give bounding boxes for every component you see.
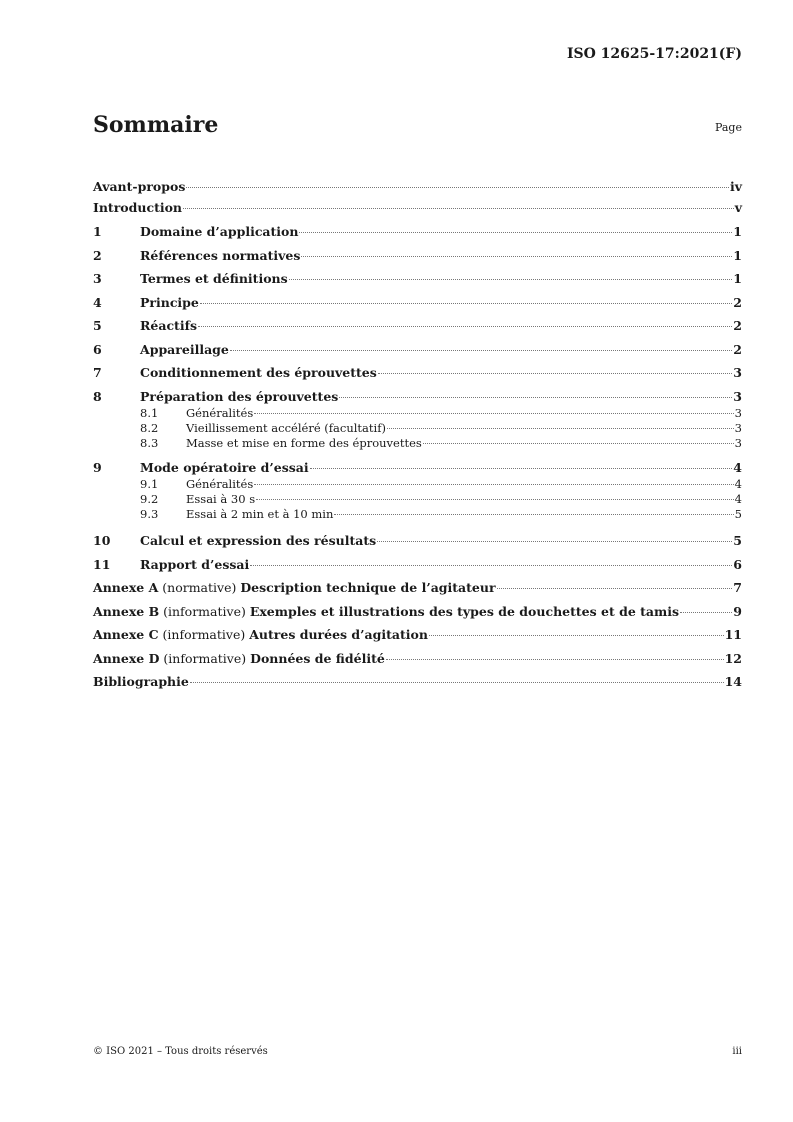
page-number: iii <box>732 1046 742 1057</box>
dot-leader <box>377 541 732 542</box>
entry-title: Vieillissement accéléré (facultatif) <box>186 421 386 435</box>
document-id: ISO 12625-17:2021(F) <box>566 46 742 62</box>
toc-entry[interactable] <box>93 507 742 521</box>
dot-leader <box>497 588 733 589</box>
copyright: © ISO 2021 – Tous droits réservés <box>93 1046 268 1057</box>
toc-entry[interactable] <box>93 651 742 666</box>
toc-entry[interactable] <box>93 295 742 310</box>
section-number: 8 <box>93 389 102 404</box>
dot-leader <box>183 208 734 209</box>
section-number: 4 <box>93 295 102 310</box>
entry-title: Rapport d’essai <box>140 557 250 572</box>
section-number: 3 <box>93 271 102 286</box>
toc-entry[interactable] <box>93 557 742 572</box>
annex-kind: (informative) <box>159 651 251 666</box>
dot-leader <box>254 484 733 485</box>
entry-title: Termes et définitions <box>140 271 288 286</box>
toc-entry[interactable] <box>93 477 742 491</box>
toc-entry[interactable] <box>93 342 742 357</box>
entry-page: 2 <box>733 342 742 357</box>
entry-page: 6 <box>733 557 742 572</box>
entry-title: Masse et mise en forme des éprouvettes <box>186 436 422 450</box>
entry-page: 4 <box>734 477 742 491</box>
toc-entry[interactable] <box>93 271 742 286</box>
entry-page: 5 <box>733 533 742 548</box>
entry-page: 2 <box>733 318 742 333</box>
entry-page: 11 <box>724 627 742 642</box>
entry-page: 3 <box>733 389 742 404</box>
entry-page: 3 <box>734 406 742 420</box>
toc-entry[interactable] <box>93 436 742 450</box>
entry-title: Essai à 2 min et à 10 min <box>186 507 334 521</box>
toc-entry[interactable] <box>93 224 742 239</box>
entry-title: Données de fidélité <box>250 651 385 666</box>
entry-title: Appareillage <box>140 342 229 357</box>
dot-leader <box>423 443 734 444</box>
entry-title: Description technique de l’agitateur <box>240 580 496 595</box>
section-number: 11 <box>93 557 111 572</box>
toc-entry[interactable] <box>93 604 742 619</box>
entry-title: Domaine d’application <box>140 224 299 239</box>
section-number: 7 <box>93 365 102 380</box>
entry-page: 5 <box>734 507 742 521</box>
entry-page: 3 <box>734 436 742 450</box>
annex-kind: (informative) <box>158 627 250 642</box>
page-footer <box>93 1046 742 1057</box>
toc-entry[interactable] <box>93 492 742 506</box>
entry-title: Généralités <box>186 477 254 491</box>
annex-label: Annexe A <box>93 580 159 595</box>
entry-title: Généralités <box>186 406 254 420</box>
entry-page: 1 <box>733 224 742 239</box>
entry-page: 4 <box>733 460 742 475</box>
dot-leader <box>256 499 734 500</box>
annex-label: Annexe D <box>93 651 160 666</box>
entry-title: Préparation des éprouvettes <box>140 389 339 404</box>
section-number: 8.2 <box>140 421 159 435</box>
toc-entry[interactable] <box>93 627 742 642</box>
toc-entry[interactable] <box>93 389 742 404</box>
section-number: 1 <box>93 224 102 239</box>
dot-leader <box>334 514 733 515</box>
entry-title: Réactifs <box>140 318 197 333</box>
entry-page: iv <box>729 179 742 194</box>
entry-page: 4 <box>734 492 742 506</box>
entry-title: Principe <box>140 295 199 310</box>
section-number: 2 <box>93 248 102 263</box>
toc-entry[interactable] <box>93 580 742 595</box>
entry-page: 3 <box>733 365 742 380</box>
entry-title: Avant-propos <box>93 179 186 194</box>
dot-leader <box>230 350 732 351</box>
entry-page: v <box>734 200 742 215</box>
entry-page: 12 <box>724 651 742 666</box>
entry-title: Conditionnement des éprouvettes <box>140 365 377 380</box>
section-number: 9.3 <box>140 507 159 521</box>
dot-leader <box>186 187 729 188</box>
dot-leader <box>387 428 734 429</box>
entry-title: Calcul et expression des résultats <box>140 533 377 548</box>
dot-leader <box>310 468 733 469</box>
section-number: 10 <box>93 533 111 548</box>
entry-title: Autres durées d’agitation <box>249 627 428 642</box>
entry-title: Mode opératoire d’essai <box>140 460 309 475</box>
annex-kind: (normative) <box>158 580 241 595</box>
section-number: 6 <box>93 342 102 357</box>
dot-leader <box>386 659 724 660</box>
dot-leader <box>299 232 732 233</box>
toc-entry[interactable] <box>93 200 742 215</box>
dot-leader <box>254 413 733 414</box>
toc-entry[interactable] <box>93 365 742 380</box>
dot-leader <box>200 303 732 304</box>
toc-entry[interactable] <box>93 421 742 435</box>
entry-title: Références normatives <box>140 248 301 263</box>
toc-entry[interactable] <box>93 460 742 475</box>
dot-leader <box>198 326 732 327</box>
section-number: 9 <box>93 460 102 475</box>
entry-page: 1 <box>733 271 742 286</box>
dot-leader <box>680 612 732 613</box>
section-number: 9.1 <box>140 477 159 491</box>
entry-page: 1 <box>733 248 742 263</box>
entry-title: Exemples et illustrations des types de douchettes et de tamis <box>249 604 680 619</box>
annex-label: Annexe C <box>93 627 159 642</box>
page-column-label: Page <box>714 121 742 134</box>
entry-page: 2 <box>733 295 742 310</box>
section-number: 5 <box>93 318 102 333</box>
entry-title: Essai à 30 s <box>186 492 256 506</box>
toc-entry[interactable] <box>93 248 742 263</box>
annex-label: Annexe B <box>93 604 160 619</box>
annex-kind: (informative) <box>159 604 250 619</box>
entry-title: Bibliographie <box>93 674 189 689</box>
entry-page: 9 <box>733 604 742 619</box>
dot-leader <box>250 565 732 566</box>
toc-entry[interactable] <box>93 179 742 194</box>
section-number: 9.2 <box>140 492 159 506</box>
toc-entry[interactable] <box>93 406 742 420</box>
page-title: Sommaire <box>93 112 219 138</box>
dot-leader <box>190 682 724 683</box>
entry-page: 7 <box>733 580 742 595</box>
section-number: 8.1 <box>140 406 159 420</box>
entry-page: 14 <box>724 674 742 689</box>
dot-leader <box>289 279 733 280</box>
entry-title: Introduction <box>93 200 183 215</box>
toc-entry[interactable] <box>93 533 742 548</box>
dot-leader <box>339 397 732 398</box>
toc-entry[interactable] <box>93 318 742 333</box>
dot-leader <box>378 373 733 374</box>
toc-entry[interactable] <box>93 674 742 689</box>
section-number: 8.3 <box>140 436 159 450</box>
dot-leader <box>429 635 724 636</box>
dot-leader <box>301 256 732 257</box>
entry-page: 3 <box>734 421 742 435</box>
